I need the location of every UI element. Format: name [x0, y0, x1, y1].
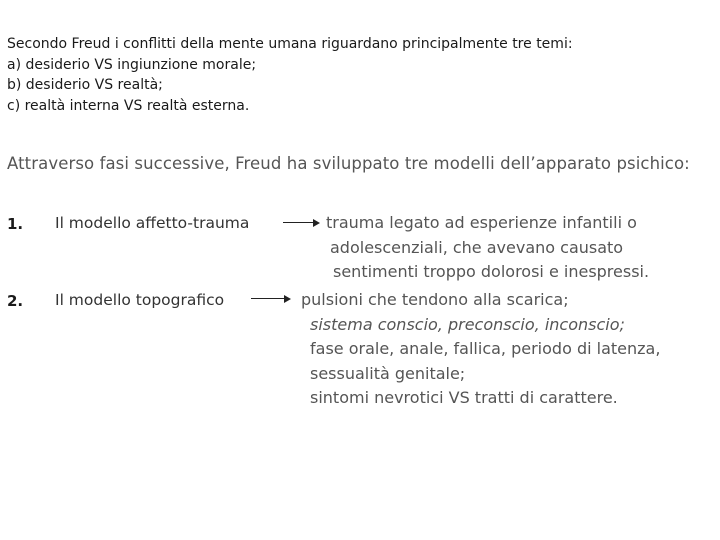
model-1-arrow-icon	[283, 219, 320, 227]
lead-sentence: Attraverso fasi successive, Freud ha sviluppato tre modelli dell’apparato psichico:	[7, 154, 690, 173]
model-1-line-1: trauma legato ad esperienze infantili o	[326, 213, 637, 232]
intro-item-a: a) desiderio VS ingiunzione morale;	[7, 56, 257, 73]
model-2-line-2: sistema conscio, preconscio, inconscio;	[310, 314, 625, 334]
model-1-line-2: adolescenziali, che avevano causato	[330, 237, 624, 257]
intro-title: Secondo Freud i conflitti della mente umana riguardano principalmente tre temi:	[7, 36, 573, 52]
model-2-line-5: sintomi nevrotici VS tratti di carattere.	[310, 388, 618, 407]
model-2-description	[301, 288, 660, 411]
model-1-line-3: sentimenti troppo dolorosi e inespressi.	[333, 262, 650, 281]
intro-item-b: b) desiderio VS realtà;	[7, 77, 163, 93]
model-2-line-1: pulsioni che tendono alla scarica;	[301, 290, 569, 309]
model-2-line-3: fase orale, anale, fallica, periodo di latenza,	[310, 339, 661, 358]
model-1-number: 1.	[7, 215, 24, 233]
intro-item-c: c) realtà interna VS realtà esterna.	[7, 97, 250, 114]
model-2-line-4: sessualità genitale;	[310, 363, 466, 383]
intro-block	[7, 34, 573, 116]
model-1-description	[326, 211, 649, 285]
model-1-name: Il modello affetto-trauma	[55, 214, 250, 232]
model-2-number: 2.	[7, 292, 24, 310]
model-2-arrow-icon	[251, 295, 291, 303]
model-2-name: Il modello topografico	[55, 291, 225, 309]
